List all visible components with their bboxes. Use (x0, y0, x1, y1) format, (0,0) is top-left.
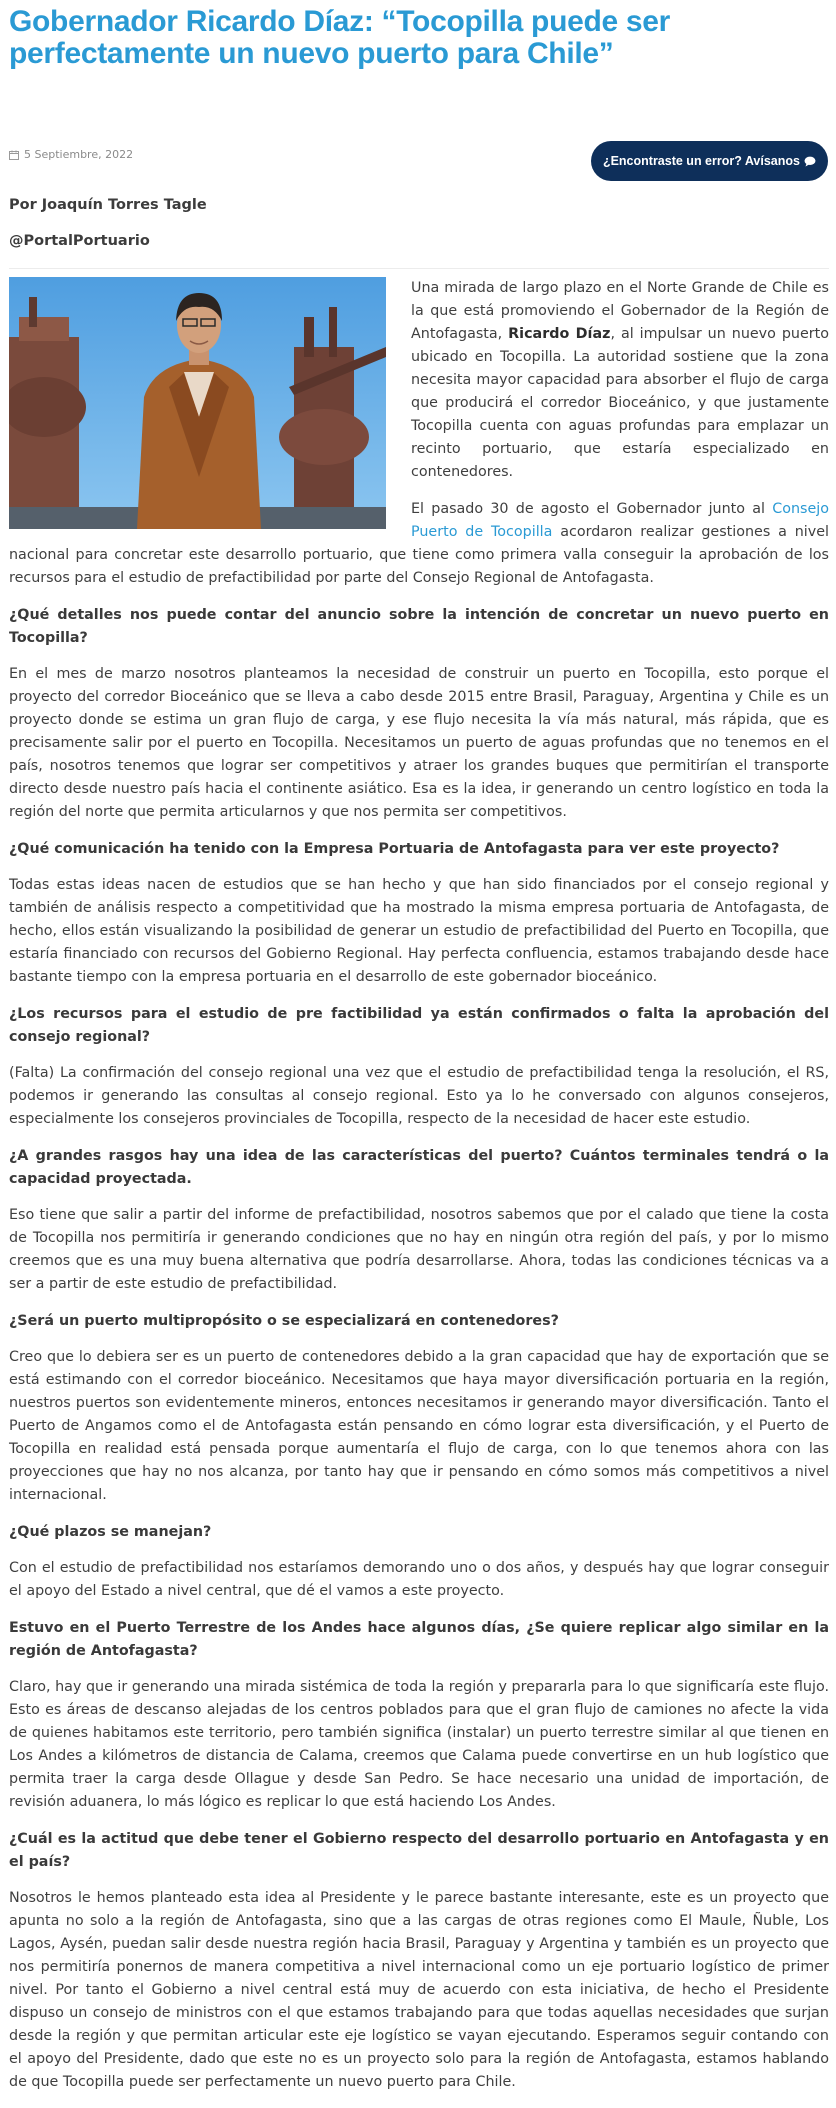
report-error-label: ¿Encontraste un error? Avísanos (602, 154, 800, 168)
governor-name: Ricardo Díaz (508, 326, 611, 342)
answer-6: Con el estudio de prefactibilidad nos estaríamos demorando uno o dos años, y después hay que lograr conseguir el apoyo del Estado a nivel central, que dé el vamos a este proyecto. (9, 1560, 829, 1599)
divider (9, 268, 829, 269)
answer-2: Todas estas ideas nacen de estudios que se han hecho y que han sido financiados por el consejo regional y también de análisis respecto a competitividad que ha mostrado la misma empresa portuaria de Antofagasta, de hecho, ellos están visualizando la posibilidad de generar un estudio de prefactibilidad del Puerto en Tocopilla, que estaría financiado con recursos del Gobierno Regional. Hay perfecta confluencia, estamos trabajando desde hace bastante tiempo con la empresa portuaria en el desarrollo de este gobernador bioceánico. (9, 877, 829, 985)
answer-3: (Falta) La confirmación del consejo regional una vez que el estudio de prefactibilidad tenga la resolución, el RS, podemos ir generando las consultas al consejo regional. Esto ya lo he conversado con algunos consejeros, especialmente los consejeros provinciales de Tocopilla, respecto de la necesidad de hacer este estudio. (9, 1065, 829, 1127)
question-5: ¿Será un puerto multipropósito o se especializará en contenedores? (9, 1313, 559, 1329)
consejo-puerto-link[interactable]: Consejo Puerto de Tocopilla (411, 501, 829, 540)
question-7: Estuvo en el Puerto Terrestre de los Andes hace algunos días, ¿Se quiere replicar algo similar en la región de Antofagasta? (9, 1620, 829, 1659)
question-2: ¿Qué comunicación ha tenido con la Empresa Portuaria de Antofagasta para ver este proyecto? (9, 841, 780, 857)
publish-date (9, 148, 133, 161)
author-handle: @PortalPortuario (9, 233, 150, 249)
page-title: Gobernador Ricardo Díaz: “Tocopilla puede ser perfectamente un nuevo puerto para Chile” (9, 5, 671, 70)
question-6: ¿Qué plazos se manejan? (9, 1524, 212, 1540)
calendar-icon (9, 150, 19, 160)
question-8: ¿Cuál es la actitud que debe tener el Gobierno respecto del desarrollo portuario en Antofagasta y en el país? (9, 1831, 829, 1870)
comment-bubble-icon (804, 156, 816, 167)
article-meta (9, 140, 829, 184)
article-body (9, 277, 829, 2108)
author-name: Por Joaquín Torres Tagle (9, 197, 207, 213)
answer-1: En el mes de marzo nosotros planteamos la necesidad de construir un puerto en Tocopilla, esto porque el proyecto del corredor Bioceánico que se lleva a cabo desde 2015 entre Brasil, Paraguay, Argentina y Chile es un proyecto donde se estima un gran flujo de carga, y ese flujo necesita la vía más natural, más rápida, que es precisamente salir por el puerto en Tocopilla. Necesitamos un puerto de aguas profundas que no tenemos en el país, nosotros tenemos que lograr ser competitivos y atraer los grandes buques que permitirían el transporte directo desde nuestro país hacia el continente asiático. Esa es la idea, ir generando un centro logístico en toda la región del norte que permita articularnos y que nos permita ser competitivos. (9, 666, 829, 820)
date-text: 5 Septiembre, 2022 (24, 148, 134, 161)
report-error-button[interactable] (591, 141, 828, 181)
answer-8: Nosotros le hemos planteado esta idea al Presidente y le parece bastante interesante, este es un proyecto que apunta no solo a la región de Antofagasta, sino que a las cargas de otras regiones como El Maule, Ñuble, Los Lagos, Aysén, puedan salir desde nuestra región hacia Brasil, Paraguay y Argentina y también es un proyecto que nos permitiría ponernos de manera competitiva a nivel internacional como un eje portuario logístico de primer nivel. Por tanto el Gobierno a nivel central está muy de acuerdo con esta iniciativa, de hecho el Presidente dispuso un consejo de ministros con el que estamos trabajando para que todas aquellas necesidades que surjan desde la región y que permitan articular este eje logístico se vayan ejecutando. Esperamos seguir contando con el apoyo del Presidente, dado que este no es un proyecto solo para la región de Antofagasta, estamos hablando de que Tocopilla puede ser perfectamente un nuevo puerto para Chile. (9, 1890, 829, 2090)
answer-7: Claro, hay que ir generando una mirada sistémica de toda la región y prepararla para lo que significaría este flujo. Esto es áreas de descanso alejadas de los centros poblados para que el gran flujo de camiones no afecte la vida de quienes habitamos este territorio, pero también significa (instalar) un puerto terrestre similar al que tienen en Los Andes a kilómetros de distancia de Calama, creemos que Calama puede convertirse en un hub logístico que permita traer la carga desde Ollague y desde San Pedro. Se hace necesario una unidad de importación, de revisión aduanera, lo más lógico es replicar lo que está haciendo Los Andes. (9, 1679, 829, 1810)
paragraph-intro: Una mirada de largo plazo en el Norte Grande de Chile es la que está promoviendo el Gobernador de la Región de Antofagasta, Ricardo Díaz, al impulsar un nuevo puerto ubicado en Tocopilla. La autoridad sostiene que la zona necesita mayor capacidad para absorber el flujo de carga que producirá el corredor Bioceánico, y que justamente Tocopilla cuenta con aguas profundas para emplazar un recinto portuario, que estaría especializado en contenedores. (411, 280, 830, 480)
question-4: ¿A grandes rasgos hay una idea de las características del puerto? Cuántos terminales tendrá o la capacidad proyectada. (9, 1148, 829, 1187)
paragraph-context: El pasado 30 de agosto el Gobernador junto al Consejo Puerto de Tocopilla acordaron realizar gestiones a nivel nacional para concretar este desarrollo portuario, que tiene como primera valla conseguir la aprobación de los recursos para el estudio de prefactibilidad por parte del Consejo Regional de Antofagasta. (9, 501, 829, 586)
governor-photo (9, 277, 386, 529)
question-1: ¿Qué detalles nos puede contar del anuncio sobre la intención de concretar un nuevo puerto en Tocopilla? (9, 607, 829, 646)
question-3: ¿Los recursos para el estudio de pre factibilidad ya están confirmados o falta la aprobación del consejo regional? (9, 1006, 829, 1045)
answer-4: Eso tiene que salir a partir del informe de prefactibilidad, nosotros sabemos que por el calado que tiene la costa de Tocopilla nos permitiría ir generando condiciones que no hay en ningún otra región del país, y por lo mismo creemos que es una muy buena alternativa que podría desarrollarse. Ahora, todas las condiciones técnicas va a ser a partir de este estudio de prefactibilidad. (9, 1207, 829, 1292)
answer-5: Creo que lo debiera ser es un puerto de contenedores debido a la gran capacidad que hay de exportación que se está estimando con el corredor bioceánico. Necesitamos que haya mayor diversificación portuaria en la región, nuestros puertos son evidentemente mineros, entonces necesitamos ir generando mayor diversificación. Tanto el Puerto de Angamos como el de Antofagasta están pensando en cómo lograr esta diversificación, y el Puerto de Tocopilla en realidad está pensada porque aumentaría el flujo de carga, con lo que tenemos ahora con las proyecciones que hay no nos alcanza, por tanto hay que ir pensando en cómo somos más competitivos a nivel internacional. (9, 1349, 829, 1503)
